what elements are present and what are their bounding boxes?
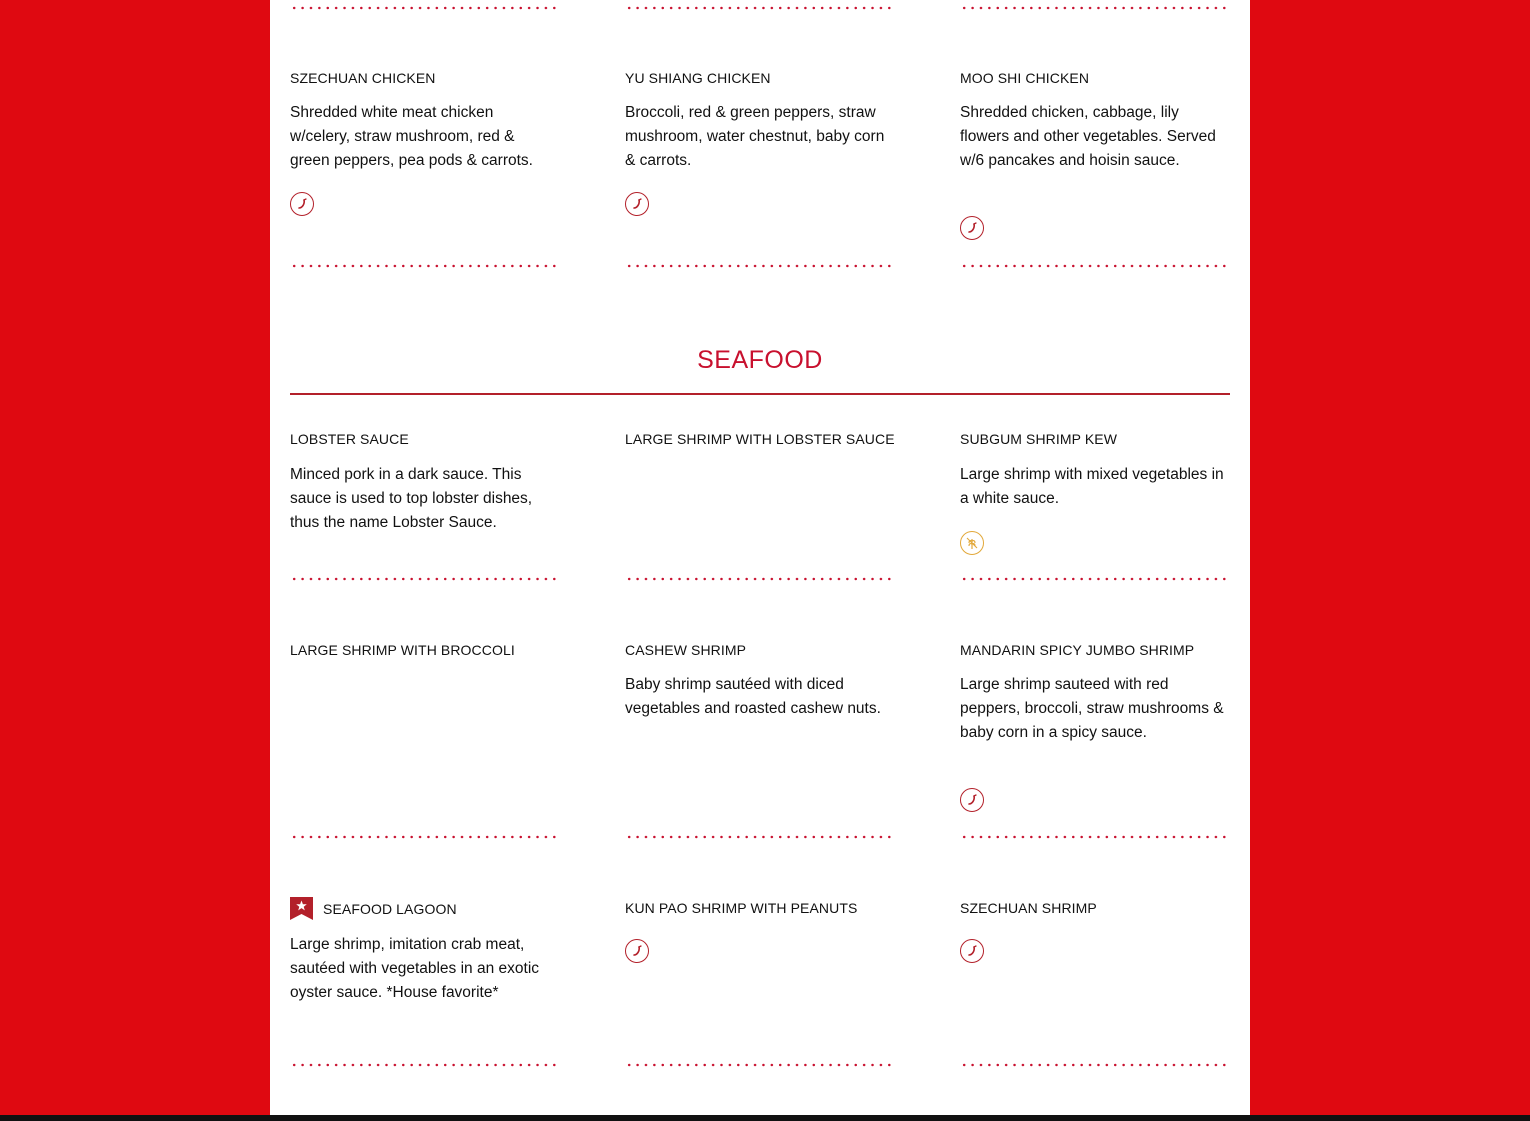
item-divider [625,1063,895,1067]
menu-item-title[interactable]: CASHEW SHRIMP [625,642,747,658]
menu-item-description: Large shrimp sauteed with red peppers, broccoli, straw mushrooms & baby corn in a spicy sauce. [960,676,1224,741]
chili-pepper-icon [960,216,984,240]
house-favorite-star-icon [290,897,313,920]
chili-pepper-icon [960,788,984,812]
gluten-free-icon [960,531,984,555]
menu-item-description: Baby shrimp sautéed with diced vegetables and roasted cashew nuts. [625,676,881,717]
menu-item-title[interactable]: MANDARIN SPICY JUMBO SHRIMP [960,642,1195,658]
item-divider [625,6,895,10]
chili-pepper-icon [960,939,984,963]
menu-item-description: Shredded white meat chicken w/celery, straw mushroom, red & green peppers, pea pods & carrots. [290,104,533,169]
item-divider [290,1063,560,1067]
menu-item-title[interactable]: SZECHUAN SHRIMP [960,900,1097,916]
menu-item-title[interactable]: LARGE SHRIMP WITH LOBSTER SAUCE [625,431,895,447]
chili-pepper-icon [625,939,649,963]
chili-pepper-icon [625,192,649,216]
bottom-edge-bar [0,1115,1530,1121]
item-divider [960,1063,1230,1067]
section-title-seafood: SEAFOOD [697,346,823,374]
menu-item-description: Large shrimp, imitation crab meat, sautéed with vegetables in an exotic oyster sauce. *House favorite* [290,936,540,1001]
menu-item-title[interactable]: KUN PAO SHRIMP WITH PEANUTS [625,900,858,916]
menu-item-title[interactable]: YU SHIANG CHICKEN [625,70,771,86]
menu-item-description: Broccoli, red & green peppers, straw mushroom, water chestnut, baby corn & carrots. [625,104,885,169]
item-divider [290,835,560,839]
item-divider [290,6,560,10]
menu-item-title[interactable]: SZECHUAN CHICKEN [290,70,436,86]
menu-item-title[interactable]: SEAFOOD LAGOON [323,901,457,917]
item-divider [290,264,560,268]
chili-pepper-icon [290,192,314,216]
menu-item-description: Large shrimp with mixed vegetables in a white sauce. [960,466,1224,507]
menu-item-title[interactable]: LOBSTER SAUCE [290,431,409,447]
item-divider [960,577,1230,581]
item-divider [960,264,1230,268]
menu-page [270,0,1250,1115]
item-divider [625,264,895,268]
menu-item-title[interactable]: SUBGUM SHRIMP KEW [960,431,1118,447]
item-divider [625,577,895,581]
menu-item-title[interactable]: LARGE SHRIMP WITH BROCCOLI [290,642,515,658]
item-divider [625,835,895,839]
item-divider [290,577,560,581]
item-divider [960,6,1230,10]
item-divider [960,835,1230,839]
menu-item-description: Shredded chicken, cabbage, lily flowers and other vegetables. Served w/6 pancakes and hoisin sauce. [960,104,1216,169]
section-divider [290,393,1230,395]
menu-item-title[interactable]: MOO SHI CHICKEN [960,70,1090,86]
menu-item-description: Minced pork in a dark sauce. This sauce is used to top lobster dishes, thus the name Lobster Sauce. [290,466,533,531]
